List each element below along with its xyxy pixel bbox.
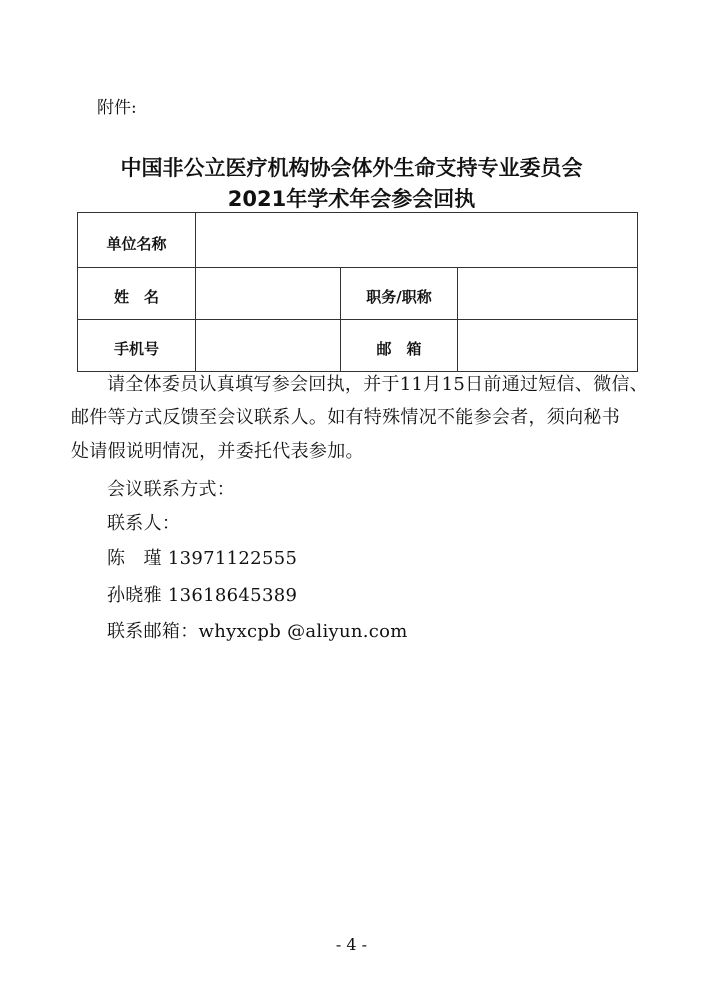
contact-person-1: 陈 瑾 13971122555: [107, 548, 298, 569]
name-label: 姓 名: [78, 268, 196, 320]
email-label: 邮 箱: [341, 320, 458, 372]
document-title-line1: 中国非公立医疗机构协会体外生命支持专业委员会: [120, 156, 583, 180]
contact-people-label: 联系人：: [107, 513, 181, 534]
form-row-phone: [78, 320, 638, 372]
document-title-line2: 2021年学术年会参会回执: [227, 187, 476, 211]
registration-form-table: [77, 212, 638, 372]
contact-heading: 会议联系方式：: [107, 479, 236, 500]
name-field: [196, 268, 341, 320]
contact-person-2: 孙晓雅 13618645389: [107, 585, 298, 606]
form-row-name: [78, 268, 638, 320]
page-number: - 4 -: [335, 935, 368, 954]
unit-label: 单位名称: [78, 213, 196, 268]
contact-email: 联系邮箱：whyxcpb @aliyun.com: [107, 621, 408, 642]
notice-line-1: 请全体委员认真填写参会回执，并于11月15日前通过短信、微信、: [107, 374, 649, 395]
position-label: 职务/职称: [341, 268, 458, 320]
phone-label: 手机号: [78, 320, 196, 372]
phone-field: [196, 320, 341, 372]
form-row-unit: [78, 213, 638, 268]
notice-line-2: 邮件等方式反馈至会议联系人。如有特殊情况不能参会者，须向秘书: [71, 407, 620, 428]
position-field: [458, 268, 638, 320]
unit-field: [196, 213, 638, 268]
notice-line-3: 处请假说明情况，并委托代表参加。: [71, 441, 364, 462]
attachment-label: 附件:: [97, 98, 137, 118]
email-field: [458, 320, 638, 372]
